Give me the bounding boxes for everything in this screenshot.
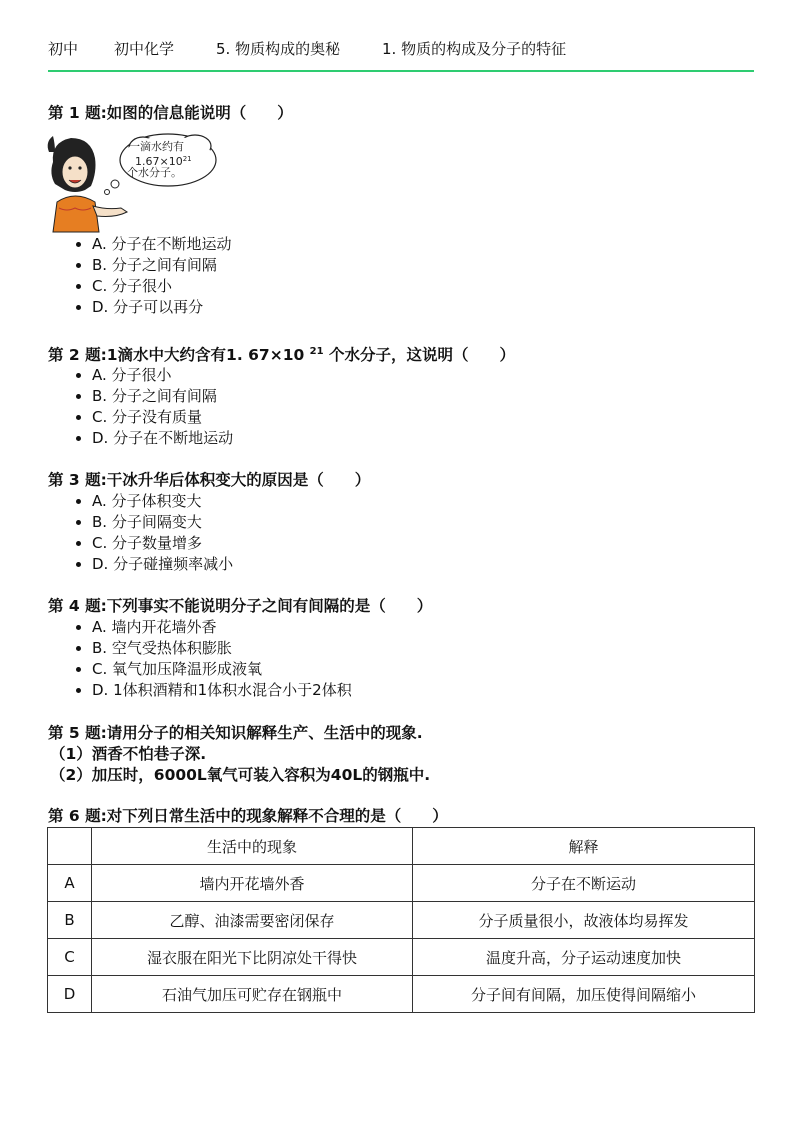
table-cell-explanation: 分子质量很小，故液体均易挥发 bbox=[413, 902, 755, 939]
option-a[interactable]: • A. 墙内开花墙外香 bbox=[92, 617, 352, 638]
option-c[interactable]: • C. 分子没有质量 bbox=[92, 407, 233, 428]
girl-thought-illustration bbox=[45, 132, 225, 237]
header-divider bbox=[48, 70, 754, 72]
table-row[interactable] bbox=[48, 939, 755, 976]
option-d[interactable]: • D. 1体积酒精和1体积水混合小于2体积 bbox=[92, 680, 352, 701]
breadcrumb-section[interactable]: 1. 物质的构成及分子的特征 bbox=[382, 40, 567, 58]
option-b[interactable]: • B. 分子之间有间隔 bbox=[92, 386, 233, 407]
breadcrumb-subject[interactable]: 初中化学 bbox=[114, 40, 175, 58]
option-c[interactable]: • C. 氧气加压降温形成液氧 bbox=[92, 659, 352, 680]
table-row[interactable] bbox=[48, 865, 755, 902]
question-1-options bbox=[60, 234, 232, 318]
thought-bubble-line-3: 个水分子。 bbox=[127, 166, 182, 179]
table-cell-phenomenon: 乙醇、油漆需要密闭保存 bbox=[92, 902, 413, 939]
table-header-cell bbox=[48, 828, 92, 865]
question-2-title: 第 2 题:1滴水中大约含有1. 67×10 $^{21}$ 个水分子，这说明（ ） bbox=[48, 346, 515, 364]
option-b[interactable]: • B. 分子之间有间隔 bbox=[92, 255, 232, 276]
option-c[interactable]: • C. 分子很小 bbox=[92, 276, 232, 297]
table-cell-phenomenon: 石油气加压可贮存在钢瓶中 bbox=[92, 976, 413, 1013]
question-3-options bbox=[60, 491, 233, 575]
option-b[interactable]: • B. 分子间隔变大 bbox=[92, 512, 233, 533]
breadcrumb-chapter[interactable]: 5. 物质构成的奥秘 bbox=[216, 40, 341, 58]
table-cell-explanation: 温度升高，分子运动速度加快 bbox=[413, 939, 755, 976]
table-cell-option: C bbox=[48, 939, 92, 976]
option-d[interactable]: • D. 分子碰撞频率减小 bbox=[92, 554, 233, 575]
thought-bubble-line-2: $1.67\times 10^{21}$ bbox=[135, 155, 192, 168]
question-5-title: 第 5 题:请用分子的相关知识解释生产、生活中的现象. bbox=[48, 724, 423, 742]
table-cell-explanation: 分子间有间隔，加压使得间隔缩小 bbox=[413, 976, 755, 1013]
table-cell-explanation: 分子在不断运动 bbox=[413, 865, 755, 902]
option-a[interactable]: • A. 分子很小 bbox=[92, 365, 233, 386]
question-3-title: 第 3 题:干冰升华后体积变大的原因是（ ） bbox=[48, 471, 371, 489]
table-cell-phenomenon: 湿衣服在阳光下比阴凉处干得快 bbox=[92, 939, 413, 976]
question-6-table bbox=[47, 827, 755, 1013]
option-a[interactable]: • A. 分子在不断地运动 bbox=[92, 234, 232, 255]
breadcrumb bbox=[48, 38, 754, 59]
question-5-part-1: （1）酒香不怕巷子深. bbox=[50, 745, 207, 763]
table-row[interactable] bbox=[48, 976, 755, 1013]
table-cell-option: D bbox=[48, 976, 92, 1013]
breadcrumb-level[interactable]: 初中 bbox=[48, 40, 79, 58]
question-1-title: 第 1 题:如图的信息能说明（ ） bbox=[48, 104, 293, 122]
table-header-cell: 解释 bbox=[413, 828, 755, 865]
table-cell-option: B bbox=[48, 902, 92, 939]
option-d[interactable]: • D. 分子在不断地运动 bbox=[92, 428, 233, 449]
table-cell-option: A bbox=[48, 865, 92, 902]
table-cell-phenomenon: 墙内开花墙外香 bbox=[92, 865, 413, 902]
table-header-cell: 生活中的现象 bbox=[92, 828, 413, 865]
option-b[interactable]: • B. 空气受热体积膨胀 bbox=[92, 638, 352, 659]
table-row[interactable] bbox=[48, 902, 755, 939]
question-5-part-2: （2）加压时，6000L氧气可装入容积为40L的钢瓶中. bbox=[50, 766, 431, 784]
question-4-options bbox=[60, 617, 352, 701]
option-a[interactable]: • A. 分子体积变大 bbox=[92, 491, 233, 512]
question-4-title: 第 4 题:下列事实不能说明分子之间有间隔的是（ ） bbox=[48, 597, 433, 615]
table-header-row bbox=[48, 828, 755, 865]
question-2-options bbox=[60, 365, 233, 449]
option-d[interactable]: • D. 分子可以再分 bbox=[92, 297, 232, 318]
question-6-title: 第 6 题:对下列日常生活中的现象解释不合理的是（ ） bbox=[48, 807, 448, 825]
thought-bubble-line-1: 一滴水约有 bbox=[129, 140, 184, 153]
option-c[interactable]: • C. 分子数量增多 bbox=[92, 533, 233, 554]
